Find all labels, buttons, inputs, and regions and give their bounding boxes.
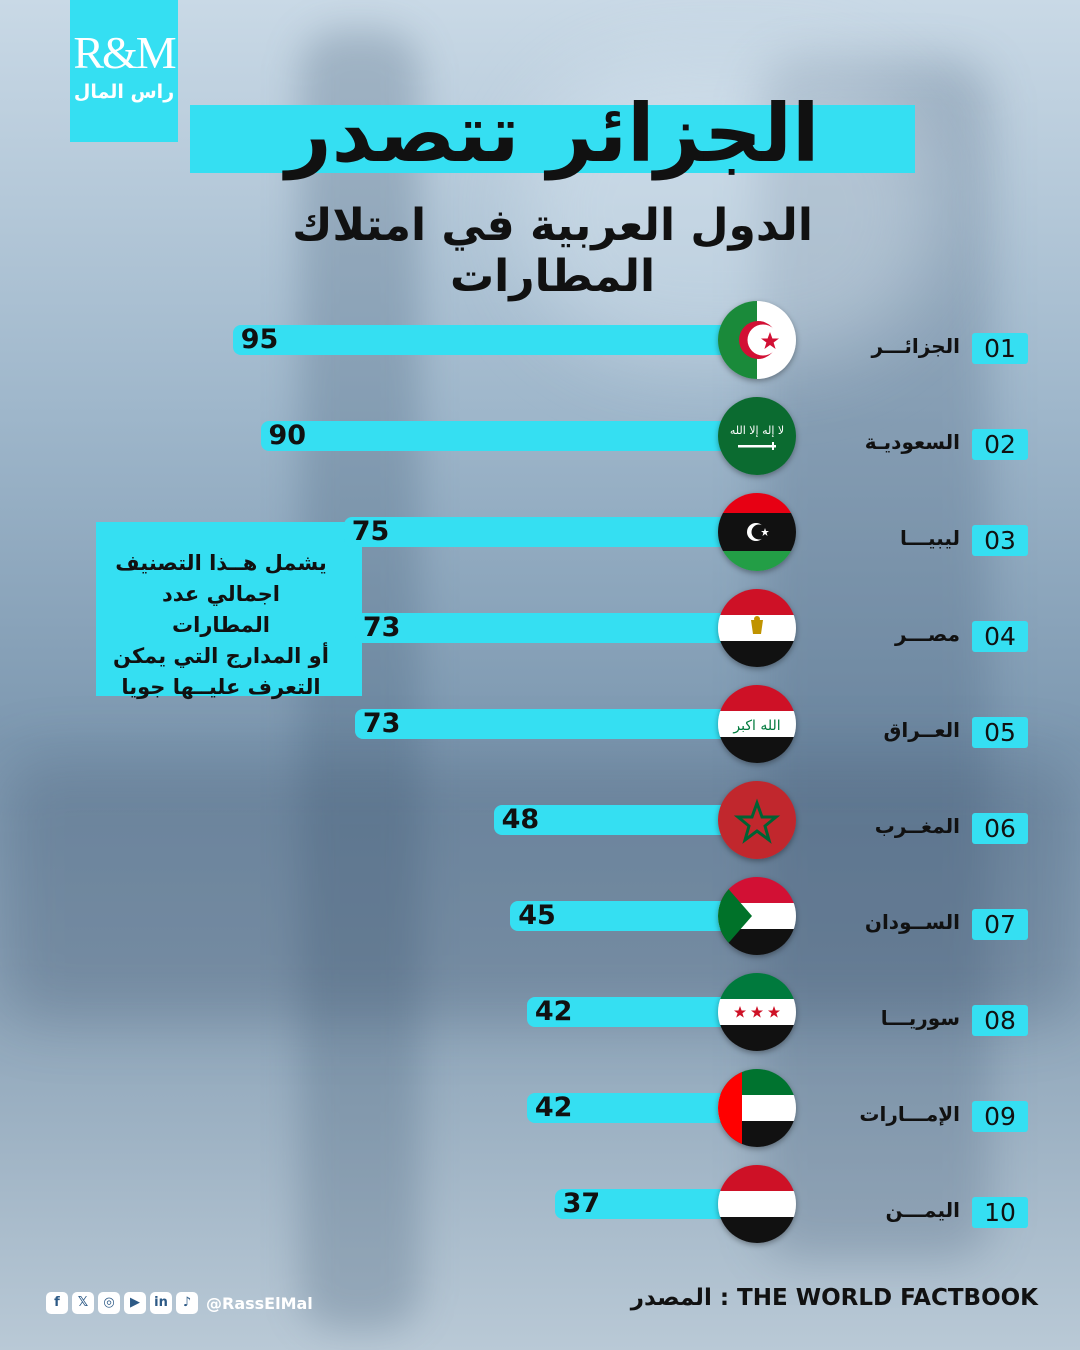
x-icon[interactable]: 𝕏 <box>72 1292 94 1314</box>
background-blur <box>0 760 1080 1020</box>
logo-mark: R&M <box>73 27 175 78</box>
page-subtitle: الدول العربية في امتلاك المطارات <box>292 200 813 302</box>
value-label: 90 <box>268 420 307 451</box>
value-label: 95 <box>240 324 279 355</box>
category-label: الســودان <box>864 910 960 934</box>
rank-badge: 06 <box>972 813 1028 844</box>
youtube-icon[interactable]: ▶ <box>124 1292 146 1314</box>
value-label: 75 <box>351 516 390 547</box>
rank-badge: 05 <box>972 717 1028 748</box>
source-note: المصدر : THE WORLD FACTBOOK <box>630 1285 1038 1311</box>
page-title: الجزائر تتصدر <box>285 87 820 180</box>
value-label: 37 <box>562 1188 601 1219</box>
note-line: يشمل هــذا التصنيف <box>115 551 327 575</box>
logo-subtitle: راس المال <box>73 81 175 103</box>
rank-badge: 10 <box>972 1197 1028 1228</box>
chart-bar <box>355 709 760 739</box>
rank-badge: 02 <box>972 429 1028 460</box>
value-label: 48 <box>501 804 540 835</box>
chart-bar <box>261 421 761 451</box>
rank-badge: 01 <box>972 333 1028 364</box>
rank-badge: 08 <box>972 1005 1028 1036</box>
social-handle[interactable]: @RassElMal <box>206 1293 313 1313</box>
category-label: ليبيـــا <box>899 526 960 550</box>
category-label: الجزائـــر <box>871 334 960 358</box>
category-label: العــراق <box>883 718 960 742</box>
value-label: 42 <box>534 1092 573 1123</box>
value-label: 42 <box>534 996 573 1027</box>
social-bar <box>46 1292 313 1314</box>
chart-bar <box>344 517 760 547</box>
value-label: 73 <box>362 612 401 643</box>
facebook-icon[interactable]: f <box>46 1292 68 1314</box>
rank-badge: 03 <box>972 525 1028 556</box>
svg-text:لا إله إلا الله: لا إله إلا الله <box>729 424 785 437</box>
brand-logo <box>70 0 178 142</box>
info-note <box>96 522 362 699</box>
chart-bar <box>355 613 760 643</box>
category-label: مصـــر <box>894 622 960 646</box>
value-label: 73 <box>362 708 401 739</box>
category-label: اليمـــن <box>885 1198 960 1222</box>
tiktok-icon[interactable]: ♪ <box>176 1292 198 1314</box>
category-label: السعوديـة <box>864 430 960 454</box>
rank-badge: 04 <box>972 621 1028 652</box>
note-line: اجمالي عدد المطارات <box>162 582 280 637</box>
rank-badge: 09 <box>972 1101 1028 1132</box>
note-line: أو المدارج التي يمكن <box>113 644 329 668</box>
chart-bar <box>233 325 760 355</box>
rank-badge: 07 <box>972 909 1028 940</box>
category-label: المغــرب <box>874 814 960 838</box>
category-label: سوريـــا <box>880 1006 960 1030</box>
svg-text:الله اكبر: الله اكبر <box>733 718 781 734</box>
instagram-icon[interactable]: ◎ <box>98 1292 120 1314</box>
value-label: 45 <box>518 900 556 931</box>
note-line: التعرف عليــها جويا <box>121 675 321 699</box>
category-label: الإمـــارات <box>859 1102 960 1126</box>
linkedin-icon[interactable]: in <box>150 1292 172 1314</box>
